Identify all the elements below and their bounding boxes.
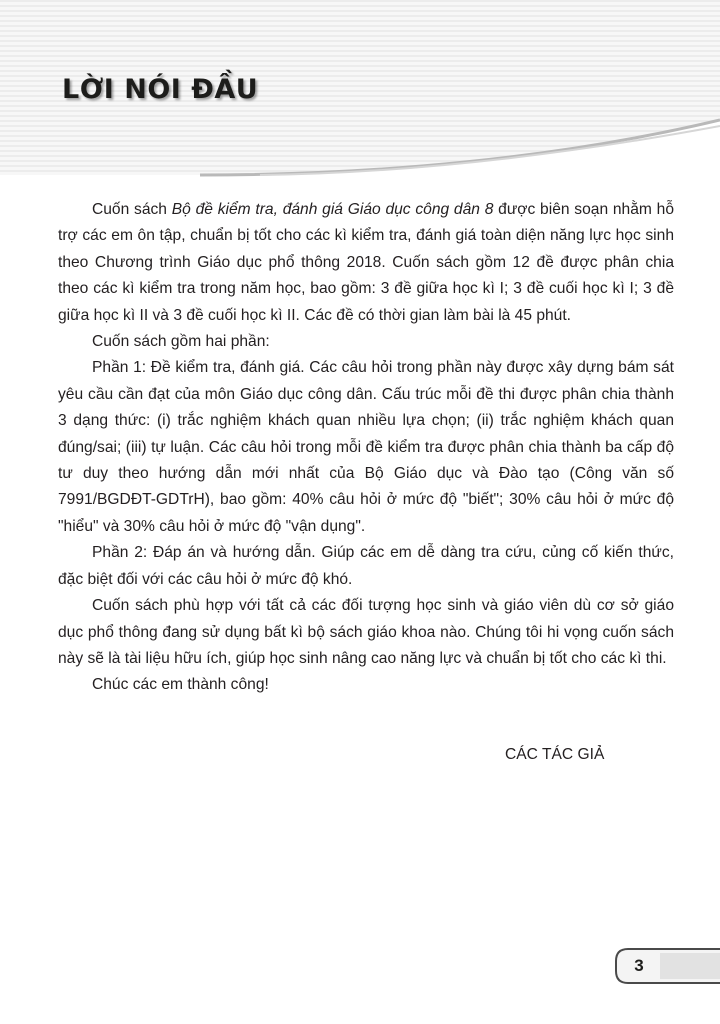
paragraph-part-2: Phần 2: Đáp án và hướng dẫn. Giúp các em dễ dàng tra cứu, củng cố kiến thức, đặc biệt đối với các câu hỏi ở mức độ khó. <box>58 544 674 588</box>
preface-body <box>58 197 674 699</box>
paragraph-intro <box>58 197 674 329</box>
page-title: LỜI NÓI ĐẦU <box>62 74 259 105</box>
book-title: Bộ đề kiểm tra, đánh giá Giáo dục công dân 8 <box>171 201 494 218</box>
paragraph-audience: Cuốn sách phù hợp với tất cả các đối tượng học sinh và giáo viên dù cơ sở giáo dục phổ thông đang sử dụng bất kì bộ sách giáo khoa nào. Chúng tôi hi vọng cuốn sách này sẽ là tài liệu hữu ích, giúp học sinh nâng cao năng lực và chuẩn bị tốt cho các kì thi. <box>58 597 674 667</box>
paragraph-structure: Cuốn sách gồm hai phần: <box>92 333 270 351</box>
paragraph-part-1: Phần 1: Đề kiểm tra, đánh giá. Các câu hỏi trong phần này được xây dựng bám sát yêu cầu cần đạt của môn Giáo dục công dân. Cấu trúc mỗi đề thi được phân chia thành 3 dạng thức: (i) trắc nghiệm khách quan nhiều lựa chọn; (ii) trắc nghiệm khách quan đúng/sai; (iii) tự luận. Các câu hỏi trong mỗi đề kiểm tra được phân chia thành ba cấp độ tư duy theo hướng dẫn mới nhất của Bộ Giáo dục và Đào tạo (Công văn số 7991/BGDĐT-GDTrH), bao gồm: 40% câu hỏi ở mức độ "biết"; 30% câu hỏi ở mức độ "hiểu" và 30% câu hỏi ở mức độ "vận dụng". <box>58 359 674 535</box>
authors-signature: CÁC TÁC GIẢ <box>505 746 605 763</box>
paragraph-closing: Chúc các em thành công! <box>92 676 269 694</box>
intro-rest: được biên soạn nhằm hỗ trợ các em ôn tập, chuẩn bị tốt cho các kì kiểm tra, đánh giá toàn diện năng lực học sinh theo Chương trình Giáo dục phổ thông 2018. Cuốn sách gồm 12 đề được phân chia theo các kì kiểm tra trong năm học, bao gồm: 3 đề giữa học kì I; 3 đề cuối học kì I; 3 đề giữa học kì II và 3 đề cuối học kì II. Các đề có thời gian làm bài là 45 phút. <box>58 201 675 324</box>
page-number: 3 <box>634 956 644 975</box>
intro-lead: Cuốn sách <box>92 201 172 218</box>
